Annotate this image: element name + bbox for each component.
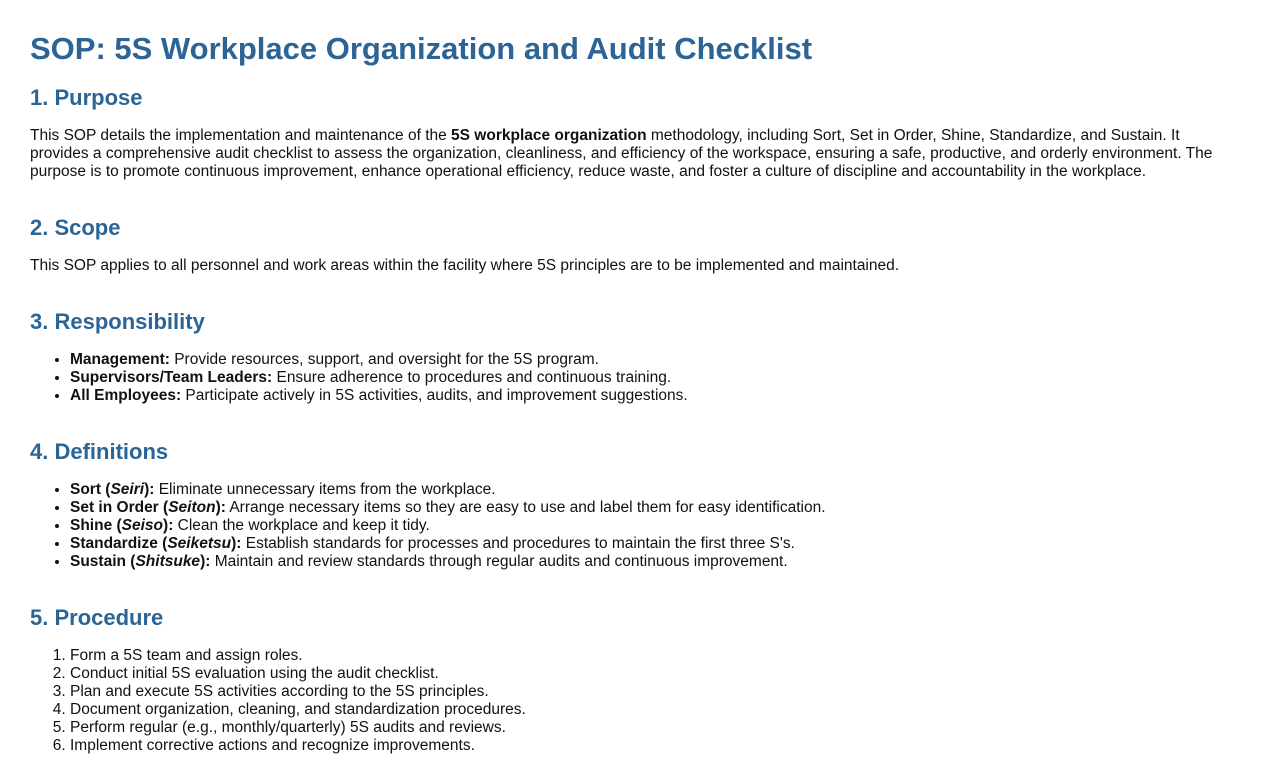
responsibility-item-employees xyxy=(70,387,1233,405)
procedure-list xyxy=(30,647,1233,755)
definition-text: Eliminate unnecessary items from the workplace. xyxy=(154,481,496,498)
definition-term: Shine (Seiso): xyxy=(70,517,174,534)
definitions-list xyxy=(30,481,1233,571)
document-title: SOP: 5S Workplace Organization and Audit Checklist xyxy=(30,31,813,66)
definition-term: Sustain (Shitsuke): xyxy=(70,553,211,570)
definition-text: Establish standards for processes and procedures to maintain the first three S's. xyxy=(241,535,795,552)
definition-item-set-in-order xyxy=(70,499,1233,517)
procedure-step: 6. Implement corrective actions and recognize improvements. xyxy=(70,737,1233,755)
definitions-heading: 4. Definitions xyxy=(30,439,169,464)
definition-item-standardize xyxy=(70,535,1233,553)
definition-text: Arrange necessary items so they are easy to use and label them for easy identification. xyxy=(225,499,826,516)
definition-japanese: Seiso xyxy=(121,517,164,534)
definition-term: Set in Order (Seiton): xyxy=(70,499,226,516)
procedure-step: 4. Document organization, cleaning, and standardization procedures. xyxy=(70,701,1233,719)
responsibility-role: Management: xyxy=(70,351,170,368)
responsibility-role: All Employees: xyxy=(70,387,182,404)
purpose-text xyxy=(30,127,1233,181)
definition-term: Standardize (Seiketsu): xyxy=(70,535,242,552)
responsibility-section xyxy=(30,309,1233,405)
responsibility-list xyxy=(30,351,1233,405)
definition-japanese: Shitsuke xyxy=(135,553,201,570)
procedure-heading: 5. Procedure xyxy=(30,605,164,630)
definition-text: Clean the workplace and keep it tidy. xyxy=(173,517,430,534)
purpose-heading: 1. Purpose xyxy=(30,85,143,110)
purpose-text-bold: 5S workplace organization xyxy=(451,127,647,144)
definition-item-sort xyxy=(70,481,1233,499)
responsibility-text: Provide resources, support, and oversight for the 5S program. xyxy=(169,351,599,368)
responsibility-role: Supervisors/Team Leaders: xyxy=(70,369,273,386)
procedure-step: 3. Plan and execute 5S activities according to the 5S principles. xyxy=(70,683,1233,701)
procedure-section xyxy=(30,605,1233,755)
responsibility-item-supervisors xyxy=(70,369,1233,387)
definition-japanese: Seiketsu xyxy=(167,535,232,552)
definition-japanese: Seiton xyxy=(168,499,216,516)
responsibility-item-management xyxy=(70,351,1233,369)
responsibility-heading: 3. Responsibility xyxy=(30,309,205,334)
definition-term: Sort (Seiri): xyxy=(70,481,155,498)
definition-text: Maintain and review standards through regular audits and continuous improvement. xyxy=(210,553,788,570)
scope-section xyxy=(30,215,1233,275)
definition-item-sustain xyxy=(70,553,1233,571)
procedure-step: 2. Conduct initial 5S evaluation using the audit checklist. xyxy=(70,665,1233,683)
purpose-text-after: methodology, including Sort, Set in Order, Shine, Standardize, and Sustain. It provides a comprehensive audit checklist to assess the organization, cleanliness, and efficiency of the workspace, ensuring a safe, productive, and orderly environment. The purpose is to promote continuous improvement, enhance operational efficiency, reduce waste, and foster a culture of discipline and accountability in the workplace. xyxy=(30,127,1213,180)
definitions-section xyxy=(30,439,1233,571)
definition-japanese: Seiri xyxy=(110,481,145,498)
purpose-section xyxy=(30,85,1233,181)
procedure-step: 5. Perform regular (e.g., monthly/quarterly) 5S audits and reviews. xyxy=(70,719,1233,737)
responsibility-text: Ensure adherence to procedures and continuous training. xyxy=(272,369,672,386)
scope-heading: 2. Scope xyxy=(30,215,121,240)
responsibility-text: Participate actively in 5S activities, audits, and improvement suggestions. xyxy=(181,387,688,404)
definition-item-shine xyxy=(70,517,1233,535)
scope-text: This SOP applies to all personnel and work areas within the facility where 5S principles are to be implemented and maintained. xyxy=(30,257,900,274)
procedure-step: 1. Form a 5S team and assign roles. xyxy=(70,647,1233,665)
purpose-text-before: This SOP details the implementation and maintenance of the xyxy=(30,127,452,144)
